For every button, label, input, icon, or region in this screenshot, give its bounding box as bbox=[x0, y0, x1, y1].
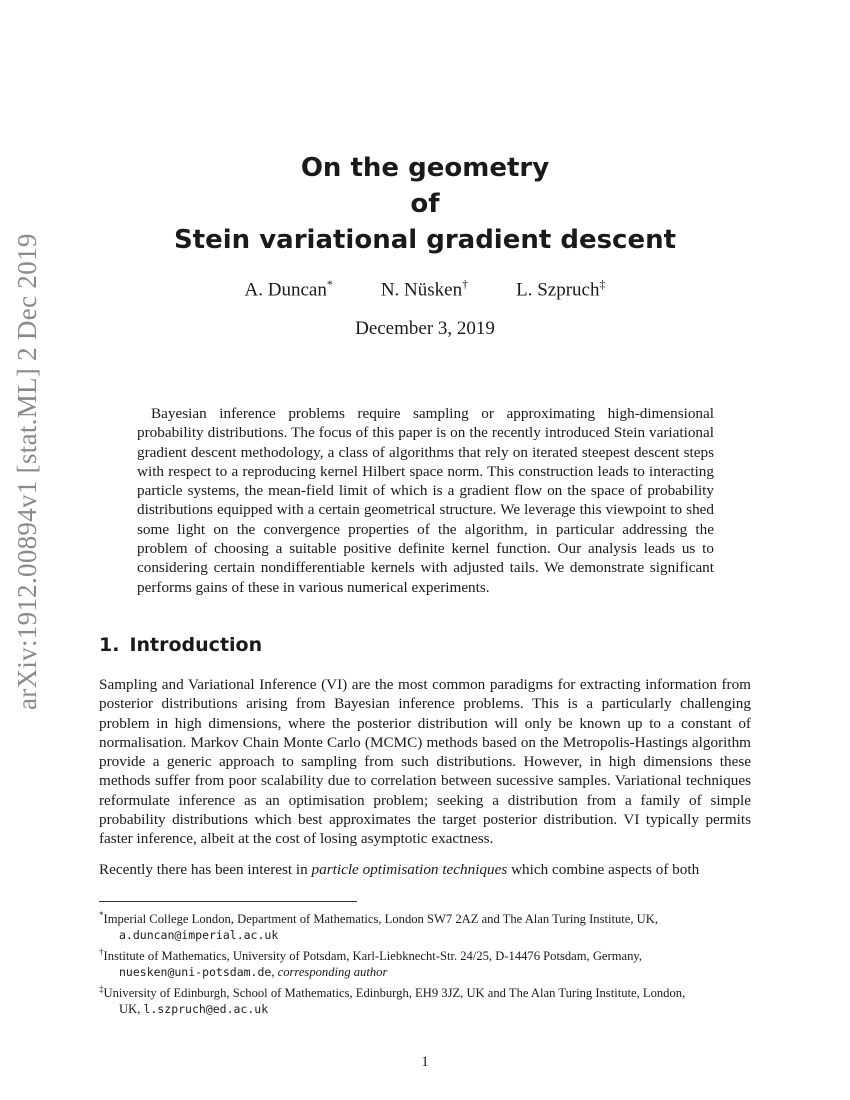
title-line-2: of bbox=[410, 189, 440, 219]
section-title: Introduction bbox=[129, 634, 263, 656]
abstract: Bayesian inference problems require sampling or approximating high-dimensional probability distributions. The focus of this paper is on the recently introduced Stein variational gradient descent methodology, a class of algorithms that rely on iterated steepest descent steps with respect to a reproducing kernel Hilbert space norm. This construction leads to interacting particle systems, the mean-field limit of which is a gradient flow on the space of probability distributions equipped with a certain geometrical structure. We leverage this viewpoint to shed some light on the convergence properties of the algorithm, in particular addressing the problem of choosing a suitable positive definite kernel function. Our analysis leads us to considering certain nondifferentiable kernels with adjusted tails. We demonstrate significant performs gains of these in various numerical experiments. bbox=[137, 405, 714, 596]
section-heading bbox=[99, 634, 262, 656]
footnotes bbox=[99, 908, 751, 1019]
arxiv-identifier-stamp: arXiv:1912.00894v1 [stat.ML] 2 Dec 2019 bbox=[12, 233, 42, 710]
emphasized-term: particle optimisation techniques bbox=[311, 861, 508, 878]
footnote-note: corresponding author bbox=[277, 964, 388, 979]
author-footnote-mark[interactable]: * bbox=[326, 277, 333, 291]
title-line-1: On the geometry bbox=[300, 153, 550, 183]
author: A. Duncan* bbox=[244, 277, 333, 301]
author-footnote-mark[interactable]: ‡ bbox=[599, 277, 606, 291]
author: L. Szpruch‡ bbox=[516, 277, 606, 301]
section-number: 1. bbox=[99, 634, 120, 656]
email-link[interactable]: l.szpruch@ed.ac.uk bbox=[143, 1001, 269, 1016]
paper-title bbox=[0, 150, 850, 258]
author-list bbox=[0, 277, 850, 301]
footnote: ‡University of Edinburgh, School of Mathematics, Edinburgh, EH9 3JZ, UK and The Alan Turing Institute, London, UK, l.szpruch@ed.ac.uk bbox=[99, 983, 686, 1016]
footnote: †Institute of Mathematics, University of Potsdam, Karl-Liebknecht-Str. 24/25, D-14476 Potsdam, Germany, nuesken@uni-potsdam.de, corresponding author bbox=[99, 946, 643, 979]
publication-date: December 3, 2019 bbox=[355, 318, 495, 339]
footnote-divider bbox=[99, 901, 357, 902]
body-paragraph: Recently there has been interest in particle optimisation techniques which combine aspects of both bbox=[99, 861, 700, 878]
title-line-3: Stein variational gradient descent bbox=[173, 225, 677, 255]
email-link[interactable]: nuesken@uni-potsdam.de bbox=[119, 964, 272, 979]
page-number: 1 bbox=[421, 1054, 429, 1070]
footnote: *Imperial College London, Department of Mathematics, London SW7 2AZ and The Alan Turing Institute, UK, a.duncan@imperial.ac.uk bbox=[99, 908, 751, 943]
author-footnote-mark[interactable]: † bbox=[462, 277, 469, 291]
email-link[interactable]: a.duncan@imperial.ac.uk bbox=[119, 927, 279, 942]
author: N. Nüsken† bbox=[380, 277, 469, 301]
body-paragraph: Sampling and Variational Inference (VI) are the most common paradigms for extracting information from posterior distributions arising from Bayesian inference problems. This is a particularly challenging problem in high dimensions, where the posterior distribution will only be known up to a constant of normalisation. Markov Chain Monte Carlo (MCMC) methods based on the Metropolis-Hastings algorithm provide a generic approach to sampling from such distributions. However, in high dimensions these methods suffer from poor scalability due to correlation between sucessive samples. Variational techniques reformulate inference as an optimisation problem; seeking a distribution from a family of simple probability distributions which best approximates the target posterior distribution. VI typically permits faster inference, albeit at the cost of losing asymptotic exactness. bbox=[99, 676, 751, 848]
